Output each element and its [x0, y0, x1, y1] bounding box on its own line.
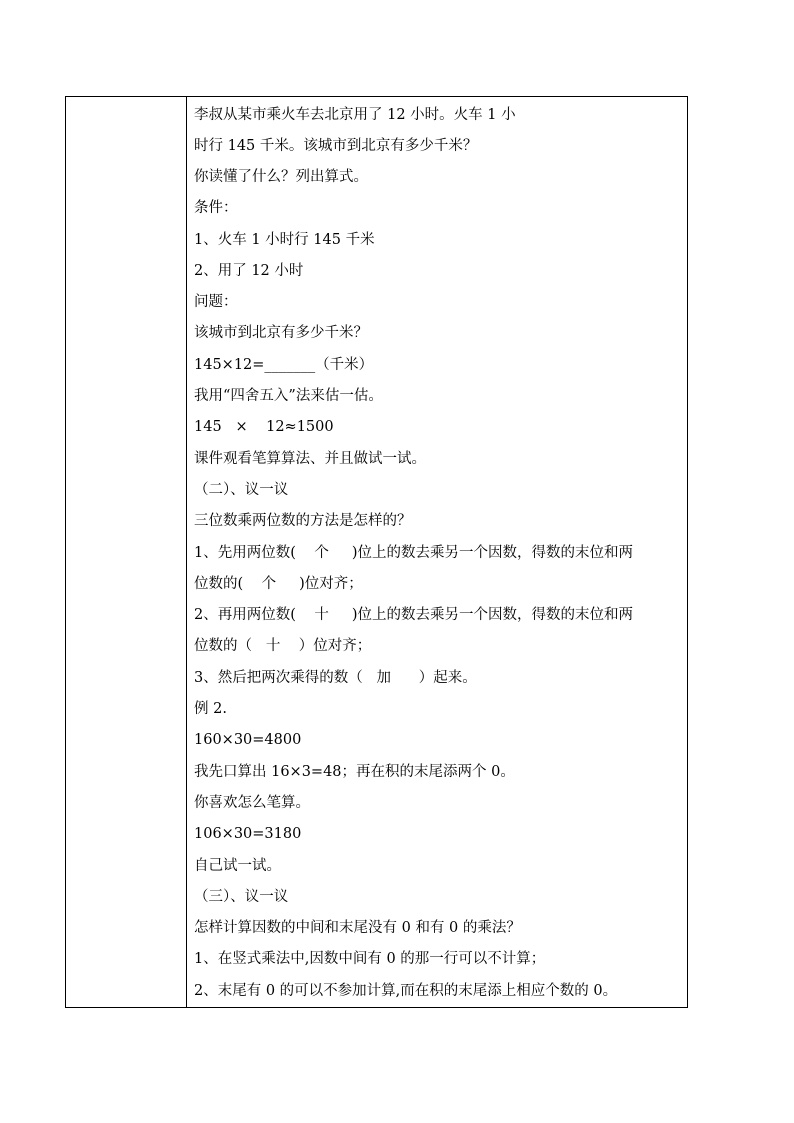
text-line: 李叔从某市乘火车去北京用了 12 小时。火车 1 小 — [194, 107, 516, 123]
content-cell — [187, 97, 687, 1007]
text-line: 3、然后把两次乘得的数（ 加 ）起来。 — [194, 670, 477, 686]
text-line: 例 2. — [194, 701, 227, 717]
text-line: 我先口算出 16×3=48；再在积的末尾添两个 0。 — [194, 764, 515, 780]
text-line: 条件： — [194, 200, 238, 216]
lesson-table — [65, 96, 688, 1008]
text-line: 2、再用两位数( 十 )位上的数去乘另一个因数，得数的末位和两 — [194, 607, 634, 623]
text-line: 该城市到北京有多少千米？ — [194, 325, 368, 341]
text-line: 位数的（ 十 ）位对齐； — [194, 638, 372, 654]
text-line: 三位数乘两位数的方法是怎样的？ — [194, 513, 412, 529]
empty-left-cell — [66, 97, 187, 1007]
text-line: 106×30=3180 — [194, 826, 302, 842]
text-line: 问题： — [194, 294, 238, 310]
text-line: 2、用了 12 小时 — [194, 263, 304, 279]
section-heading: （二）、议一议 — [194, 482, 289, 498]
text-line: 你喜欢怎么笔算。 — [194, 795, 310, 811]
text-line: 2、末尾有 0 的可以不参加计算,而在积的末尾添上相应个数的 0。 — [194, 983, 618, 999]
section-heading: （三）、议一议 — [194, 889, 289, 905]
text-line: 时行 145 千米。该城市到北京有多少千米？ — [194, 138, 478, 154]
text-line: 位数的( 个 )位对齐； — [194, 576, 363, 592]
text-line: 145 × 12≈1500 — [194, 419, 334, 435]
text-line: 1、在竖式乘法中,因数中间有 0 的那一行可以不计算； — [194, 951, 546, 967]
text-line: 1、先用两位数( 个 )位上的数去乘另一个因数，得数的末位和两 — [194, 545, 634, 561]
text-line: 课件观看笔算算法、并且做试一试。 — [194, 451, 426, 467]
text-line: 你读懂了什么？列出算式。 — [194, 169, 368, 185]
text-line: 1、火车 1 小时行 145 千米 — [194, 232, 375, 248]
text-line: 145×12=_______（千米） — [194, 357, 374, 373]
text-line: 怎样计算因数的中间和末尾没有 0 和有 0 的乘法？ — [194, 920, 521, 936]
text-line: 160×30=4800 — [194, 732, 302, 748]
text-line: 我用“四舍五入”法来估一估。 — [194, 388, 383, 404]
text-line: 自己试一试。 — [194, 858, 281, 874]
